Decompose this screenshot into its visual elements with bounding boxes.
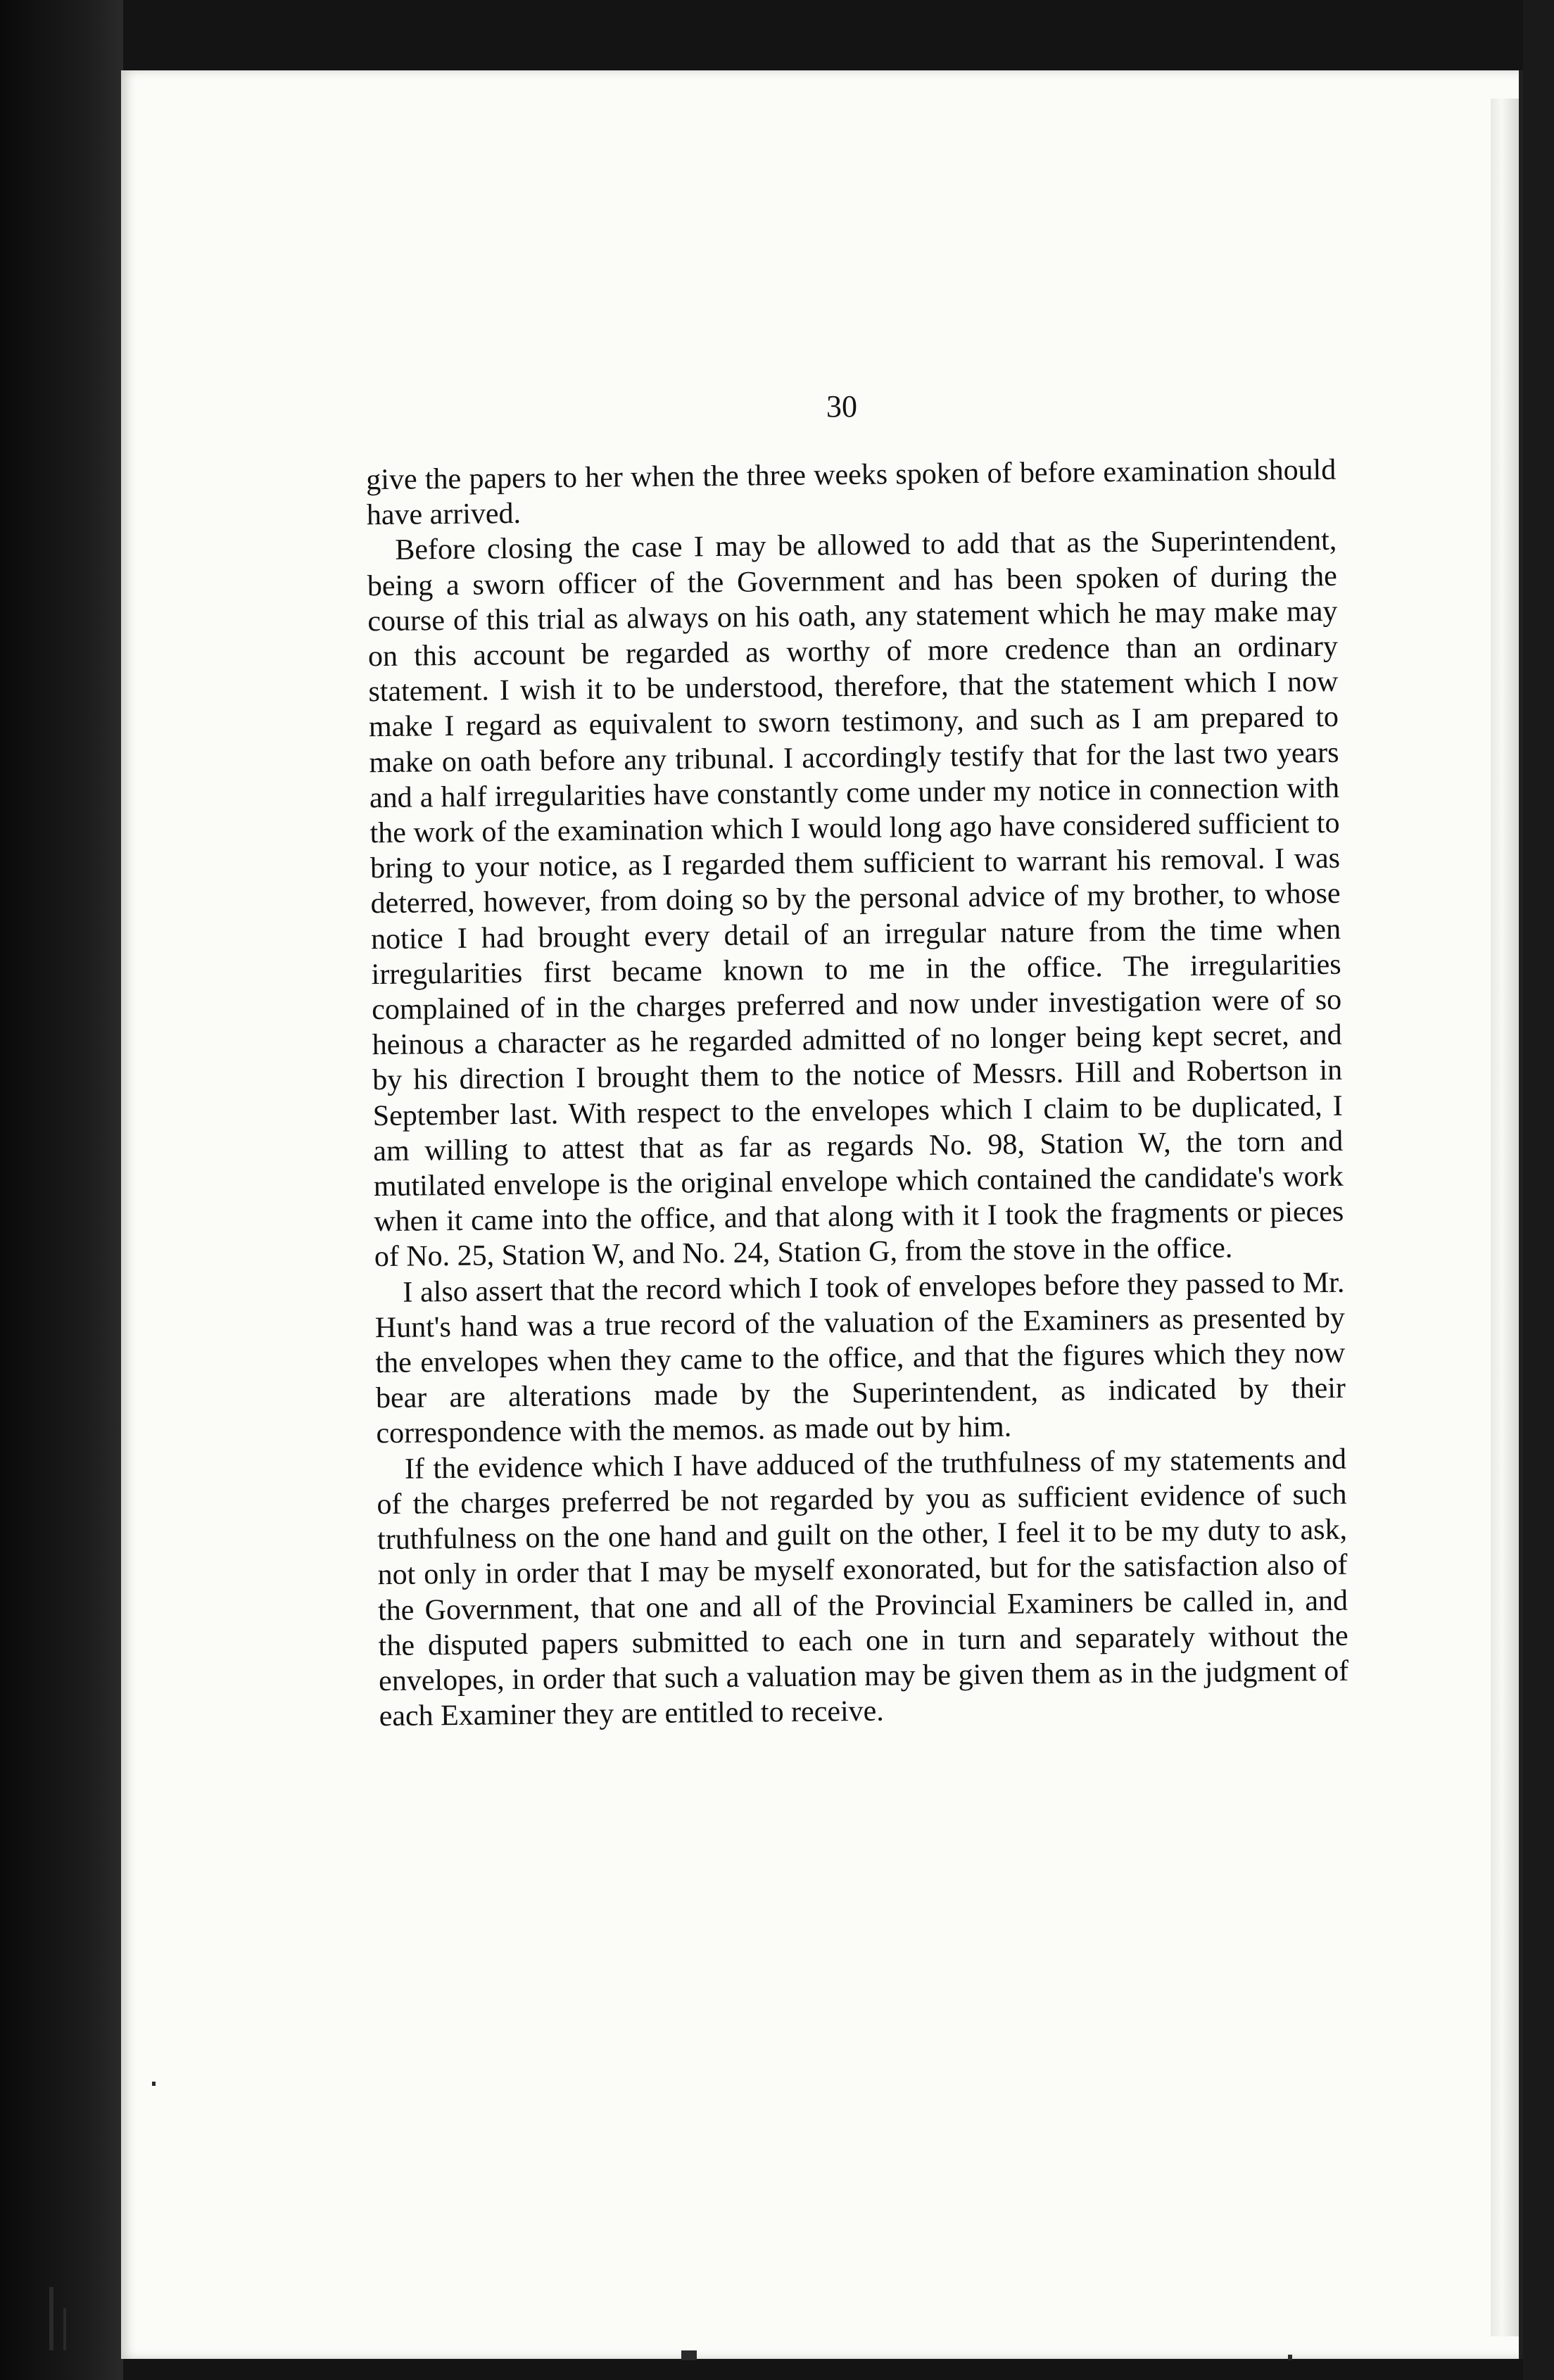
scan-mark bbox=[63, 2308, 66, 2350]
page-fold-edge bbox=[1491, 99, 1519, 2336]
left-binding-shadow bbox=[0, 0, 123, 2380]
right-background bbox=[1523, 0, 1554, 2380]
scan-mark bbox=[152, 2082, 156, 2086]
paragraph: give the papers to her when the three weeks spoken of before examination should have arrived. bbox=[366, 453, 1337, 532]
scan-mark bbox=[681, 2350, 697, 2360]
page-body-text bbox=[366, 452, 1349, 1735]
scan-mark bbox=[1288, 2355, 1292, 2360]
paragraph: I also assert that the record which I took of envelopes before they passed to Mr. Hunt's hand was a true record of the valuation of the Examiners as presented by the envelopes when they came to the office, and that the figures which they now bear are alterations made by the Superintendent, as indicated by their correspondence with the memos. as made out by him. bbox=[374, 1266, 1346, 1450]
scan-mark bbox=[49, 2287, 53, 2350]
page-number: 30 bbox=[826, 389, 857, 424]
paragraph: If the evidence which I have adduced of the truthfulness of my statements and of the charges preferred be not regarded by you as sufficient evidence of such truthfulness on the one hand and guilt on the other, I feel it to be my duty to ask, not only in order that I may be myself exonorated, but for the satisfaction also of the Government, that one and all of the Provincial Examiners be called in, and the disputed papers submitted to each one in turn and separately without the envelopes, in order that such a valuation may be given them as in the judgment of each Examiner they are entitled to receive. bbox=[377, 1443, 1349, 1733]
paragraph: Before closing the case I may be allowed to add that as the Superintendent, being a sworn officer of the Government and has been spoken of during the course of this trial as always on his oath, any statement which he may make may on this account be regarded as worthy of more credence than an ordinary statement. I wish it to be understood, therefore, that the statement which I now make I regard as equivalent to sworn testimony, and such as I am prepared to make on oath before any tribunal. I accordingly testify that for the last two years and a half irregularities have constantly come under my notice in connection with the work of the examination which I would long ago have considered sufficient to bring to your notice, as I regarded them sufficient to warrant his removal. I was deterred, however, from doing so by the personal advice of my brother, to whose notice I had brought every detail of an irregular nature from the time when irregularities first became known to me in the office. The irregularities complained of in the charges preferred and now under investigation were of so heinous a character as he regarded admitted of no longer being kept secret, and by his direction I brought them to the notice of Messrs. Hill and Robertson in September last. With respect to the envelopes which I claim to be duplicated, I am willing to attest that as far as regards No. 98, Station W, the torn and mutilated envelope is the original envelope which contained the candidate's work when it came into the office, and that along with it I took the fragments or pieces of No. 25, Station W, and No. 24, Station G, from the stove in the office. bbox=[367, 524, 1344, 1274]
